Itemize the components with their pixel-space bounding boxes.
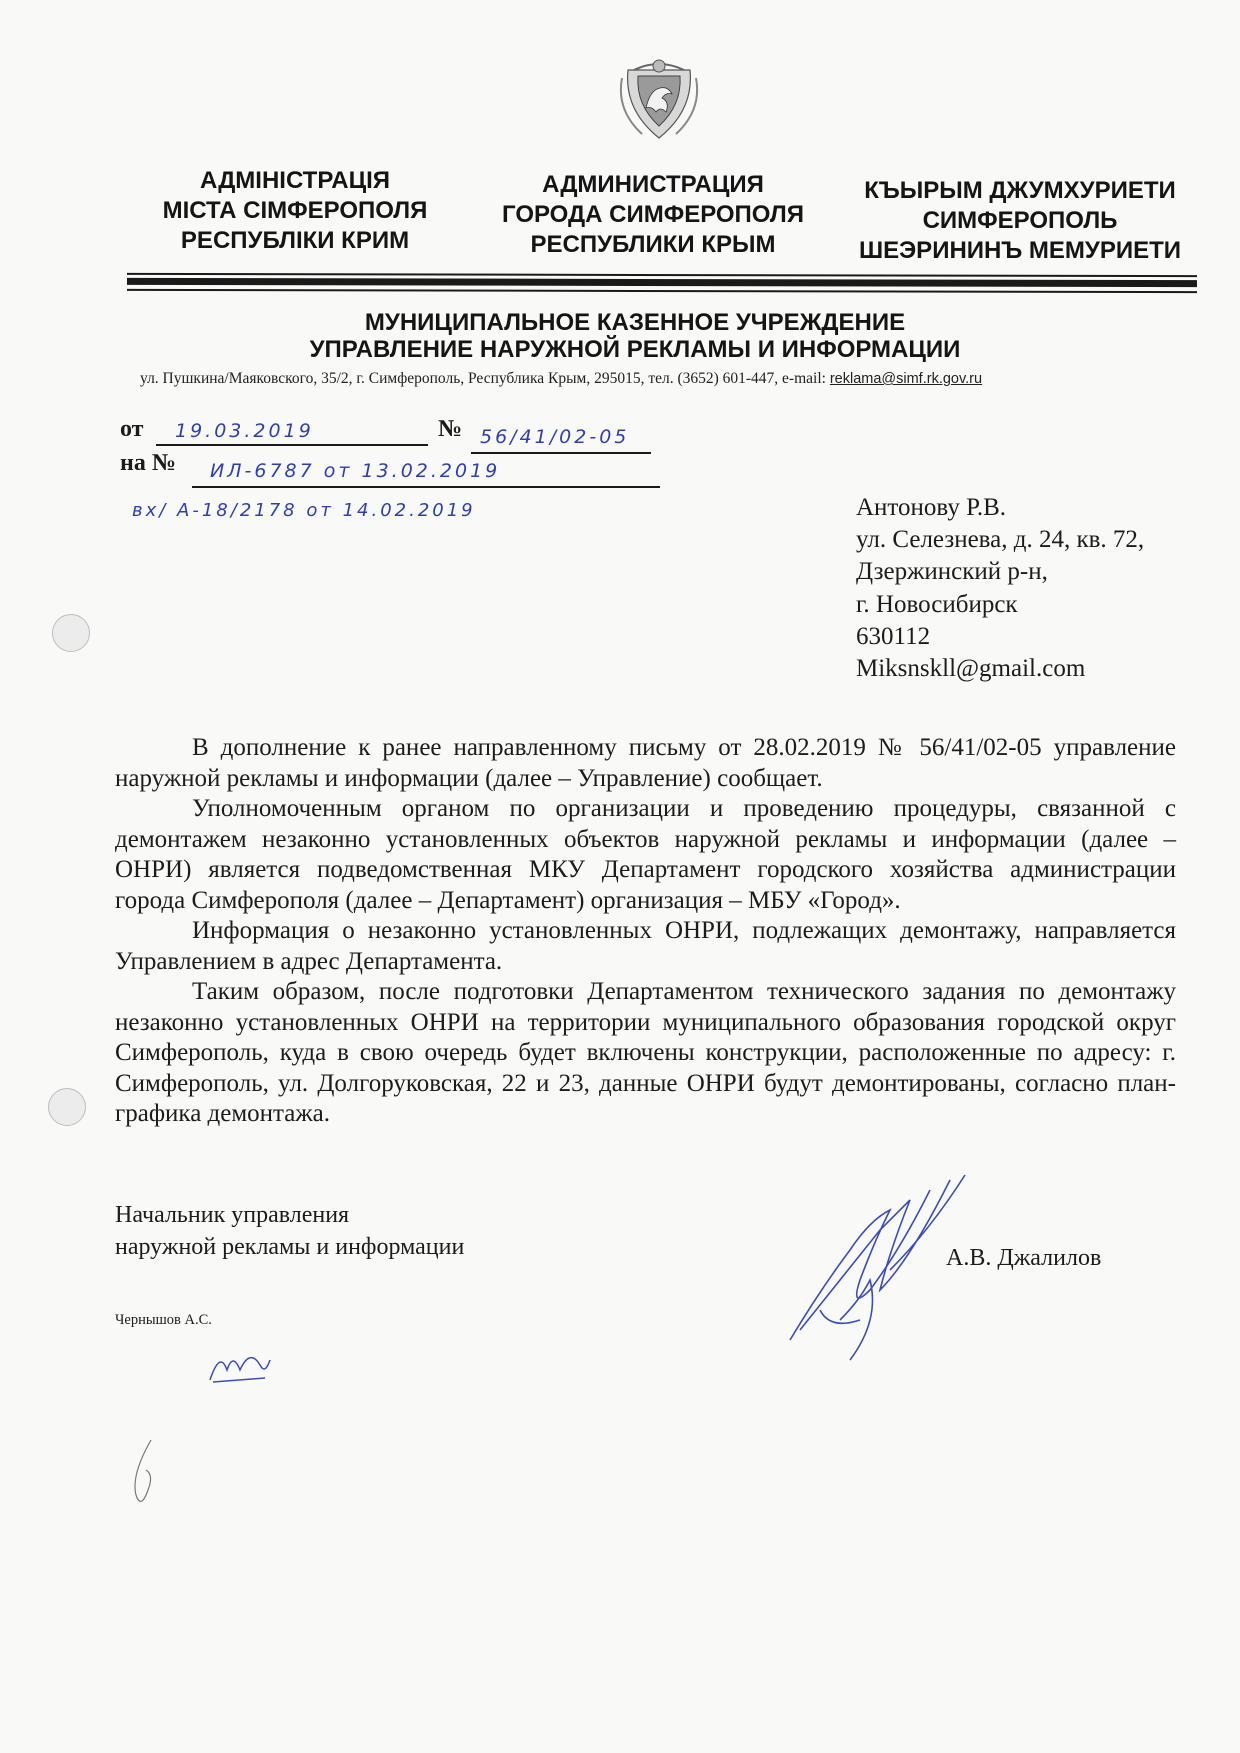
recipient-line: Miksnskll@gmail.com <box>856 655 1086 683</box>
header-ukr: АДМІНІСТРАЦІЯ МІСТА СІМФЕРОПОЛЯ РЕСПУБЛІКИ КРИМ <box>162 167 428 254</box>
signature-scribble-icon <box>780 1170 990 1370</box>
header-rule-thick <box>127 278 1197 287</box>
body-paragraph: Уполномоченным органом по организации и проведению процедуры, связанной с демонтажем незаконно установленных объектов наружной рекламы и информации (далее – ОНРИ) является подведомственная МКУ Департамент городского хозяйства администрации города Симферополя (далее – Департамент) организация – МБУ «Город». <box>115 795 1176 914</box>
organization-address: ул. Пушкина/Маяковского, 35/2, г. Симферополь, Республика Крым, 295015, тел. (3652) 601-447, e-mail: reklama@simf.rk.gov.ru <box>140 370 983 387</box>
pencil-mark-icon <box>126 1435 166 1515</box>
body-paragraph: В дополнение к ранее направленному письму от 28.02.2019 № 56/41/02-05 управление наружной рекламы и информации (далее – Управление) сообщает. <box>115 734 1176 792</box>
initials-scribble-icon <box>205 1340 275 1390</box>
executor-name: Чернышов А.С. <box>115 1312 212 1328</box>
organization-name: МУНИЦИПАЛЬНОЕ КАЗЕННОЕ УЧРЕЖДЕНИЕ УПРАВЛЕНИЕ НАРУЖНОЙ РЕКЛАМЫ И ИНФОРМАЦИИ <box>309 309 961 363</box>
recipient-line: 630112 <box>856 622 931 650</box>
body-paragraph: Информация о незаконно установленных ОНРИ, подлежащих демонтажу, направляется Управлением в адрес Департамента. <box>115 917 1176 975</box>
date-underline <box>156 444 428 446</box>
organization-email: reklama@simf.rk.gov.ru <box>829 371 983 387</box>
recipient-line: ул. Селезнева, д. 24, кв. 72, <box>856 526 1145 554</box>
body-paragraph: Таким образом, после подготовки Департаментом технического задания по демонтажу незаконно установленных ОНРИ на территории муниципального образования городской округ Симферополь, куда в свою очередь будет включены конструкции, расположенные по адресу: г. Симферополь, ул. Долгоруковская, 22 и 23, данные ОНРИ будут демонтированы, согласно план-графика демонтажа. <box>115 978 1176 1127</box>
recipient-line: Дзержинский р-н, <box>856 558 1048 586</box>
number-value: 56/41/02-05 <box>480 426 630 448</box>
number-underline <box>471 452 651 454</box>
letter-body <box>115 733 1176 1130</box>
header-crh: КЪЫРЫМ ДЖУМХУРИЕТИ СИМФЕРОПОЛЬ ШЕЭРИНИНЪ МЕМУРИЕТИ <box>858 177 1181 264</box>
header-rule-bottom <box>127 289 1197 293</box>
incoming-value: вх/ А-18/2178 от 14.02.2019 <box>132 500 476 521</box>
number-label: № <box>438 416 463 442</box>
signatory-title: Начальник управления наружной рекламы и информации <box>115 1202 465 1260</box>
header-rule-thin <box>127 273 1197 277</box>
punch-hole-icon <box>52 614 90 652</box>
recipient-line: Антонову Р.В. <box>856 494 1007 521</box>
coat-of-arms-emblem <box>612 50 706 144</box>
recipient-block <box>856 492 1144 685</box>
on-label: на № <box>120 450 176 476</box>
from-label: от <box>120 416 144 442</box>
on-value: ИЛ-6787 от 13.02.2019 <box>210 460 501 482</box>
signatory-name: А.В. Джалилов <box>946 1245 1102 1271</box>
recipient-line: г. Новосибирск <box>856 590 1018 618</box>
on-underline <box>192 486 660 488</box>
header-rus: АДМИНИСТРАЦИЯ ГОРОДА СИМФЕРОПОЛЯ РЕСПУБЛИКИ КРЫМ <box>502 171 804 258</box>
punch-hole-icon <box>48 1088 86 1126</box>
date-value: 19.03.2019 <box>175 420 314 442</box>
